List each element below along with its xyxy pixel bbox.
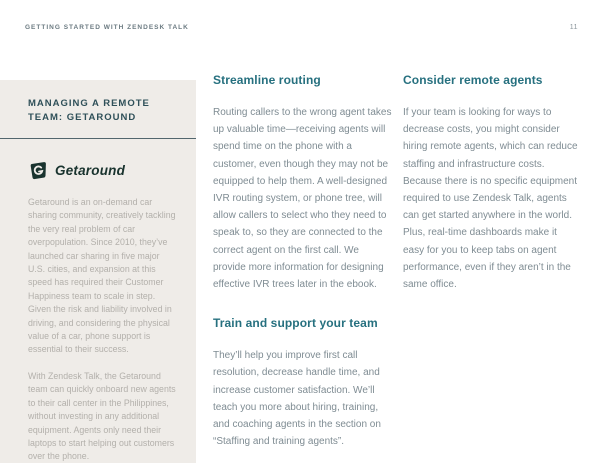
getaround-logo-icon: [28, 160, 49, 181]
getaround-logo-wordmark: Getaround: [55, 163, 126, 178]
section-train-and-support: [213, 316, 393, 450]
case-study-paragraph-1: Getaround is an on-demand car sharing community, creatively tackling the very real problem of car overpopulation. Since 2010, they’ve launched car sharing in five major U.S. cities, and expansion at this speed has required their Customer Happiness team to scale in step. Given the risk and liability involved in driving, and considering the physical value of a car, phone support is essential to their success.: [28, 197, 176, 355]
section-heading: Train and support your team: [213, 316, 378, 331]
section-body: If your team is looking for ways to decrease costs, you might consider hiring remote agents, which can reduce staffing and infrastructure costs. Because there is no specific equipment required to use Zendesk Talk, agents can get started anywhere in the world. Plus, real-time dashboards make it easy for you to keep tabs on agent performance, even if they aren’t in the same office.: [403, 107, 578, 291]
section-heading: Consider remote agents: [403, 73, 543, 87]
page-number: 11: [569, 24, 578, 31]
case-study-heading: MANAGING A REMOTE TEAM: GETAROUND: [28, 98, 150, 123]
running-header-title: GETTING STARTED WITH ZENDESK TALK: [25, 24, 189, 31]
section-body: They’ll help you improve first call resolution, decrease handle time, and increase customer satisfaction. We’ll teach you more about hiring, training, and coaching agents in the section on “Staffing and training agents”.: [213, 350, 381, 448]
case-study-paragraph-2: With Zendesk Talk, the Getaround team can quickly onboard new agents to their call center in the Philippines, without investing in any additional equipment. Agents only need their laptops to start helping out customers over the phone.: [28, 370, 176, 462]
getaround-logo: [28, 160, 174, 181]
article-column-left: [213, 73, 393, 450]
case-study-card: [0, 80, 196, 463]
section-body: Routing callers to the wrong agent takes up valuable time—receiving agents will spend time on the phone with a customer, even though they may not be equipped to help them. A well-designed IVR routing system, or phone tree, will allow callers to select who they need to speak to, so they are connected to the correct agent on the first call. We provide more information for designing effective IVR trees later in the ebook.: [213, 107, 392, 291]
article-column-right: [403, 73, 579, 293]
case-card-divider: [0, 138, 196, 139]
section-streamline-routing: [213, 73, 393, 293]
case-study-body: [28, 196, 178, 463]
section-heading: Streamline routing: [213, 73, 321, 87]
section-consider-remote-agents: [403, 73, 579, 293]
